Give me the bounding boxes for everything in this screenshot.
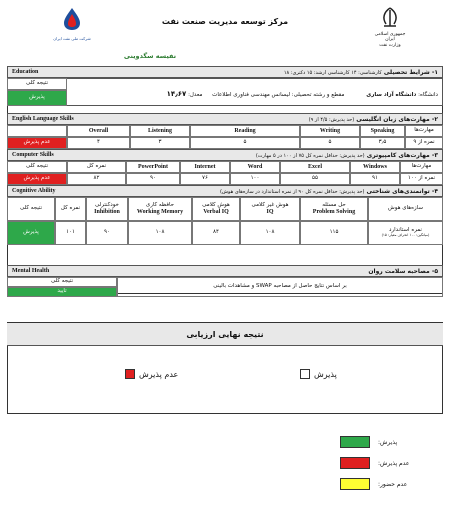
legend-absent — [340, 478, 407, 490]
cognitive-col-iq — [240, 197, 300, 221]
english-result: عدم پذیرش — [7, 137, 67, 149]
education-criteria: کارشناسی: ۱۴ کارشناسی ارشد: ۱۵ دکتری: ۱۸ — [283, 69, 382, 76]
computer-val-word: ۱۰۰ — [230, 173, 280, 185]
english-header — [7, 113, 443, 125]
education-result: پذیرش — [7, 90, 67, 106]
mental-label: Mental Health — [12, 268, 50, 274]
final-reject-option[interactable] — [125, 369, 178, 379]
computer-col-internet: Internet — [180, 161, 230, 173]
computer-row-label: نمره از ۱۰۰ — [400, 173, 443, 185]
legend-reject-swatch — [340, 457, 370, 469]
university-label: دانشگاه: — [418, 92, 438, 98]
cognitive-row-label-main: نمره استاندارد — [389, 227, 422, 234]
legend-absent-label: عدم حضور: — [378, 480, 408, 488]
cognitive-result-header: نتیجه کلی — [7, 197, 55, 221]
english-col-speaking: Speaking — [360, 125, 405, 137]
col-inhibition-fa: خودکنترلی — [95, 201, 119, 208]
legend-absent-swatch — [340, 478, 370, 490]
col-working-memory-fa: حافظه کاری — [145, 201, 175, 208]
english-skill-header: مهارت‌ها — [405, 125, 443, 137]
english-val-overall: ۴ — [67, 137, 130, 149]
mental-result: تأیید — [7, 287, 117, 297]
final-accept-label: پذیرش — [314, 369, 337, 379]
computer-col-total: نمره کل — [67, 161, 126, 173]
cognitive-val-verbal-iq: ۸۴ — [192, 221, 240, 245]
cognitive-val-iq: ۱۰۸ — [240, 221, 300, 245]
education-info — [68, 90, 438, 98]
legend-accept-swatch — [340, 436, 370, 448]
final-reject-checkbox[interactable] — [125, 369, 135, 379]
english-col-reading: Reading — [190, 125, 300, 137]
final-accept-checkbox[interactable] — [300, 369, 310, 379]
legend-reject — [340, 457, 410, 469]
computer-skill-header: مهارت‌ها — [400, 161, 443, 173]
english-row-label: نمره از ۹ — [405, 137, 443, 149]
computer-label: Computer Skills — [12, 152, 54, 158]
emblem-icon — [370, 6, 410, 28]
col-iq-en: IQ — [266, 208, 274, 215]
education-label: Education — [12, 69, 39, 75]
computer-title: ۳- مهارت‌های کامپیوتری — [366, 151, 438, 159]
mental-note-cell — [117, 277, 443, 297]
computer-criteria: (حد پذیرش: حداقل نمره کل ۷۵ از ۱۰۰ در ۵ مهارت) — [255, 152, 365, 159]
nioc-caption: شرکت ملی نفت ایران — [53, 36, 91, 41]
col-problem-solving-en: Problem Solving — [312, 208, 356, 215]
english-val-listening: ۳ — [130, 137, 190, 149]
cognitive-header — [7, 185, 443, 197]
col-verbal-iq-fa: هوش کلامی — [202, 201, 230, 208]
cognitive-construct-header: سازه‌های هوش — [368, 197, 443, 221]
cognitive-col-total: نمره کل — [55, 197, 86, 221]
cognitive-criteria: (حد پذیرش: حداقل نمره کل ۹۰ از نمره استاندارد در سازه‌های هوش) — [219, 188, 365, 195]
computer-val-total: ۸۲ — [67, 173, 126, 185]
computer-header — [7, 149, 443, 161]
candidate-name: نفیسه سگدوینی — [123, 52, 177, 60]
legend-accept — [340, 436, 397, 448]
education-result-header: نتیجه کلی — [7, 78, 67, 90]
final-reject-label: عدم پذیرش — [139, 369, 179, 379]
mental-note: بر اساس نتایج حاصل از مصاحبه SWAP و مشاهدات بالینی — [213, 283, 347, 290]
cognitive-col-working-memory — [128, 197, 192, 221]
cognitive-label: Cognitive Ability — [12, 188, 56, 194]
cognitive-row-label-sub: (میانگین: ۱۰۰ انحراف معیار: ۱۵) — [381, 233, 430, 238]
mental-title: ۵- مصاحبه سلامت روان — [368, 267, 438, 275]
legend-accept-label: پذیرش: — [378, 438, 398, 446]
english-title: ۲- مهارت‌های زبان انگلیسی — [356, 115, 438, 123]
english-val-speaking: ۳٫۵ — [360, 137, 405, 149]
english-label: English Language Skills — [12, 116, 74, 122]
computer-val-powerpoint: ۹۰ — [126, 173, 180, 185]
english-empty-header — [7, 125, 67, 137]
cognitive-result: پذیرش — [7, 221, 55, 245]
emblem-caption: جمهوری اسلامی ایران وزارت نفت — [374, 32, 406, 48]
cognitive-col-verbal-iq — [192, 197, 240, 221]
cognitive-col-inhibition — [86, 197, 128, 221]
computer-val-windows: ۹۱ — [350, 173, 400, 185]
computer-col-excel: Excel — [280, 161, 350, 173]
english-val-reading: ۵ — [190, 137, 300, 149]
cognitive-col-problem-solving — [300, 197, 368, 221]
cognitive-val-inhibition: ۹۰ — [86, 221, 128, 245]
computer-col-powerpoint: PowerPoint — [126, 161, 180, 173]
legend-reject-label: عدم پذیرش: — [378, 459, 410, 467]
iran-emblem — [370, 6, 410, 46]
cognitive-val-working-memory: ۱۰۸ — [128, 221, 192, 245]
english-val-writing: ۵ — [300, 137, 360, 149]
cognitive-val-problem-solving: ۱۱۵ — [300, 221, 368, 245]
computer-val-excel: ۵۵ — [280, 173, 350, 185]
final-accept-option[interactable] — [300, 369, 337, 379]
gpa-label: معدل: — [188, 92, 203, 98]
university-name: دانشگاه آزاد ساری — [366, 92, 417, 98]
col-verbal-iq-en: Verbal IQ — [203, 208, 229, 215]
english-col-listening: Listening — [130, 125, 190, 137]
col-working-memory-en: Working Memory — [136, 208, 184, 215]
degree-text: مقطع و رشته تحصیلی: لیسانس مهندسی فناوری اطلاعات — [212, 92, 345, 98]
computer-col-word: Word — [230, 161, 280, 173]
computer-col-windows: Windows — [350, 161, 400, 173]
cognitive-title: ۴- توانمندی‌های شناختی — [366, 187, 438, 195]
english-col-overall: Overall — [67, 125, 130, 137]
nioc-logo — [52, 6, 92, 46]
col-problem-solving-fa: حل مسئله — [322, 201, 346, 208]
english-col-writing: Writing — [300, 125, 360, 137]
page-title: مرکز توسعه مدیریت صنعت نفت — [161, 17, 289, 26]
mental-header — [7, 265, 443, 277]
col-inhibition-en: Inhibition — [94, 208, 120, 215]
cognitive-row-label — [368, 221, 443, 245]
computer-result: عدم پذیرش — [7, 173, 67, 185]
nioc-logo-icon — [52, 6, 92, 32]
col-iq-fa: هوش غیر کلامی — [251, 201, 289, 208]
cognitive-val-total: ۱۰۱ — [55, 221, 86, 245]
education-title: ۱- شرایط تحصیلی — [383, 68, 438, 76]
gpa-value: ۱۴٫۶۷ — [166, 90, 187, 98]
education-header — [7, 66, 443, 78]
mental-result-header: نتیجه کلی — [7, 277, 117, 287]
computer-val-internet: ۷۶ — [180, 173, 230, 185]
computer-result-header: نتیجه کلی — [7, 161, 67, 173]
final-result-title: نتیجه نهایی ارزیابی — [7, 323, 443, 346]
english-criteria: (حد پذیرش: ۴/۵ از ۹) — [308, 116, 355, 123]
